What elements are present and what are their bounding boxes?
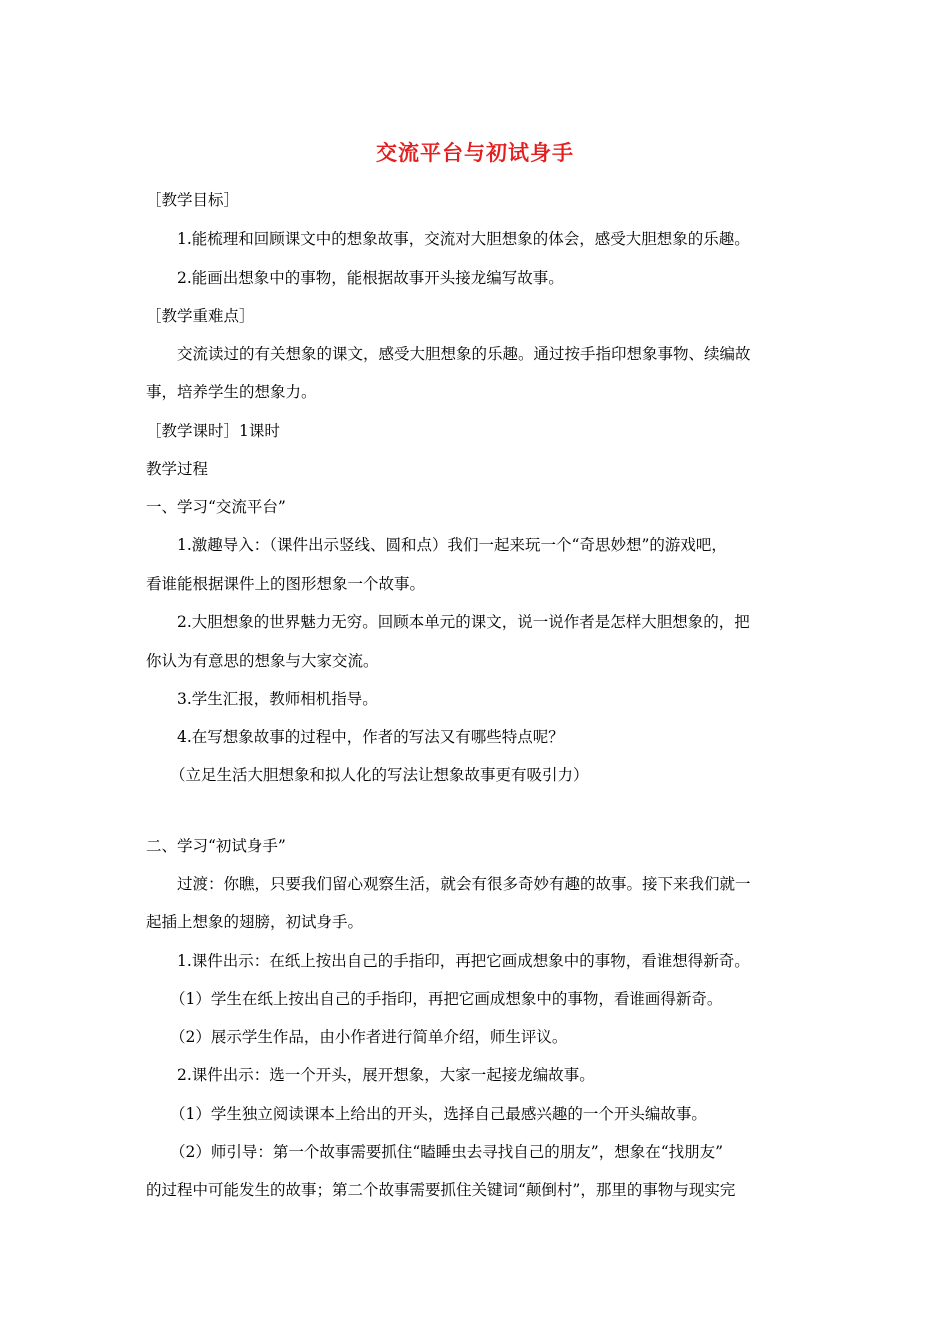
paragraph: 交流读过的有关想象的课文，感受大胆想象的乐趣。通过按手指印想象事物、续编故 — [177, 345, 751, 363]
paragraph: 1.能梳理和回顾课文中的想象故事，交流对大胆想象的体会，感受大胆想象的乐趣。 — [177, 230, 750, 248]
paragraph-continuation: 看谁能根据课件上的图形想象一个故事。 — [146, 575, 426, 593]
paragraph: （2）展示学生作品，由小作者进行简单介绍，师生评议。 — [170, 1028, 568, 1046]
section-heading-part-one: 一、学习“交流平台” — [146, 498, 286, 516]
paragraph: （2）师引导：第一个故事需要抓住“瞌睡虫去寻找自己的朋友”，想象在“找朋友” — [170, 1143, 724, 1161]
paragraph-continuation: 你认为有意思的想象与大家交流。 — [146, 652, 379, 670]
section-heading-process: 教学过程 — [146, 460, 209, 478]
paragraph: （1）学生独立阅读课本上给出的开头，选择自己最感兴趣的一个开头编故事。 — [170, 1105, 707, 1123]
paragraph: 过渡：你瞧，只要我们留心观察生活，就会有很多奇妙有趣的故事。接下来我们就一 — [177, 875, 751, 893]
paragraph: 2.能画出想象中的事物，能根据故事开头接龙编写故事。 — [177, 269, 564, 287]
section-heading-part-two: 二、学习“初试身手” — [146, 837, 286, 855]
paragraph-note: （立足生活大胆想象和拟人化的写法让想象故事更有吸引力） — [170, 766, 589, 784]
paragraph: 1.课件出示：在纸上按出自己的手指印，再把它画成想象中的事物，看谁想得新奇。 — [177, 952, 750, 970]
paragraph: 2.大胆想象的世界魅力无穷。回顾本单元的课文，说一说作者是怎样大胆想象的，把 — [177, 613, 750, 631]
paragraph: 3.学生汇报，教师相机指导。 — [177, 690, 378, 708]
paragraph: 2.课件出示：选一个开头，展开想象，大家一起接龙编故事。 — [177, 1066, 595, 1084]
section-heading-key-points: ［教学重难点］ — [146, 307, 255, 325]
paragraph-continuation: 事，培养学生的想象力。 — [146, 383, 317, 401]
paragraph: 1.激趣导入：（课件出示竖线、圆和点）我们一起来玩一个“奇思妙想”的游戏吧， — [177, 536, 727, 554]
paragraph: 4.在写想象故事的过程中，作者的写法又有哪些特点呢？ — [177, 728, 564, 746]
paragraph: （1）学生在纸上按出自己的手指印，再把它画成想象中的事物，看谁画得新奇。 — [170, 990, 723, 1008]
section-heading-class-hours: ［教学课时］1课时 — [146, 422, 280, 440]
document-title: 交流平台与初试身手 — [376, 140, 574, 165]
paragraph-continuation: 的过程中可能发生的故事；第二个故事需要抓住关键词“颠倒村”，那里的事物与现实完 — [146, 1181, 736, 1199]
section-heading-goals: ［教学目标］ — [146, 191, 240, 209]
paragraph-continuation: 起插上想象的翅膀，初试身手。 — [146, 913, 364, 931]
